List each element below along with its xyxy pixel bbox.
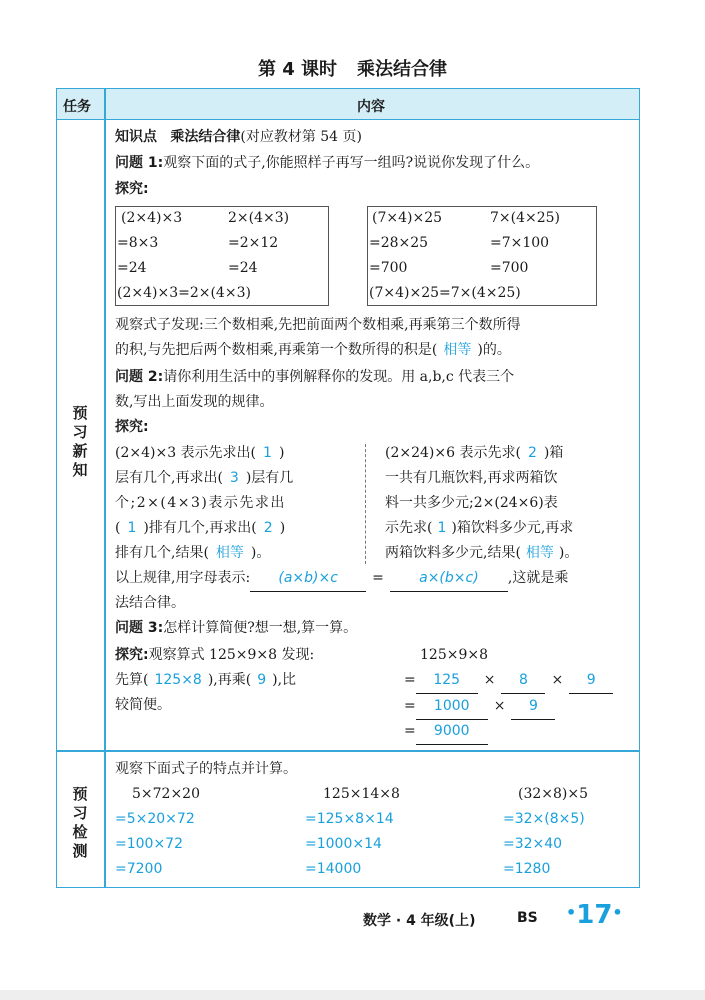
calc-step-3: = 9000: [404, 719, 488, 745]
check-instruction: 观察下面式子的特点并计算。: [115, 761, 297, 777]
header-task: 任务: [63, 99, 91, 115]
finding-line-2: 的积,与先把后两个数相乘,再乘第一个数所得的积是( 相等 )的。: [115, 342, 511, 358]
column-divider: [104, 88, 106, 888]
header-content: 内容: [357, 99, 385, 115]
question-1: 问题 1:观察下面的式子,你能照样子再写一组吗?说说你发现了什么。: [115, 155, 540, 171]
rule-right-answer: a×(b×c): [390, 566, 508, 592]
rule-line: 以上规律,用字母表示: (a×b)×c = a×(b×c) ,这就是乘: [115, 566, 568, 592]
section-label-check: 预 习 检 测: [72, 785, 88, 860]
answer-equal: 相等: [443, 342, 472, 358]
calc-step-2: = 1000 × 9: [404, 694, 555, 720]
knowledge-point: 知识点 乘法结合律(对应教材第 54 页): [115, 129, 362, 145]
question-3: 问题 3:怎样计算简便?想一想,算一算。: [115, 620, 358, 636]
dashed-divider: [365, 444, 366, 564]
explore-label-2: 探究:: [115, 419, 149, 435]
rule-left-answer: (a×b)×c: [250, 566, 366, 592]
finding-line-1: 观察式子发现:三个数相乘,先把前面两个数相乘,再乘第三个数所得: [115, 317, 521, 333]
calc-expression: 125×9×8: [420, 647, 488, 663]
footer-subject: 数学 · 4 年级(上): [363, 913, 476, 929]
page-title: [0, 55, 705, 81]
row-divider: [56, 750, 640, 752]
calc-step-1: = 125 × 8 × 9: [404, 668, 613, 694]
question-2: 问题 2:请你利用生活中的事例解释你的发现。用 a,b,c 代表三个: [115, 369, 515, 385]
footer-edition: BS: [517, 910, 538, 926]
explore-label-1: 探究:: [115, 181, 149, 197]
page-number: •17•: [566, 900, 623, 930]
lesson-number: 第 4 课时: [257, 59, 338, 80]
lesson-topic: 乘法结合律: [357, 59, 448, 80]
bottom-bar: [0, 990, 705, 1000]
section-label-preview: 预 习 新 知: [72, 404, 88, 479]
